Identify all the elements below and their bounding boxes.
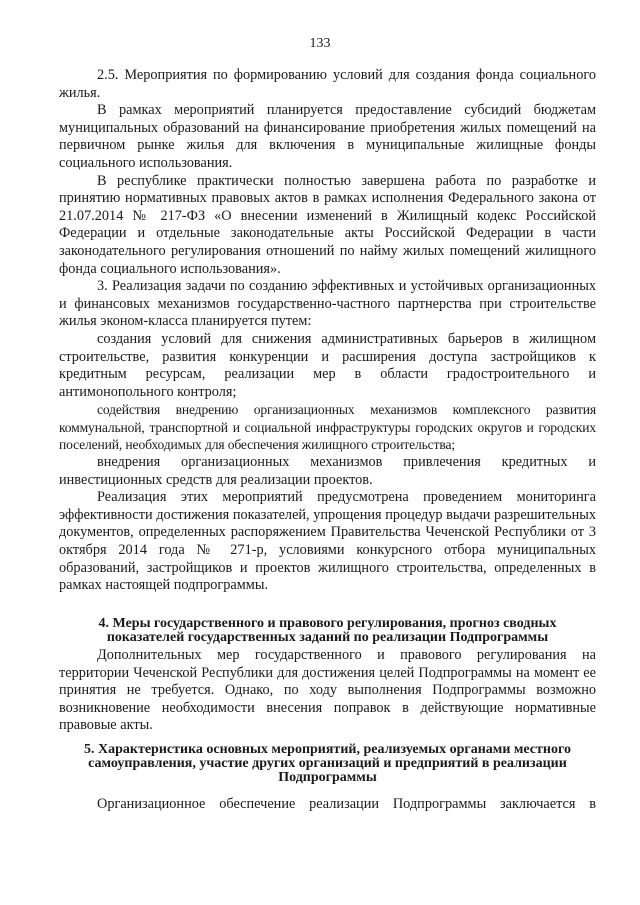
paragraph-task-3: 3. Реализация задачи по созданию эффективных и устойчивых организационных и финансовых механизмов государственно-частного партнерства при строительстве жилья эконом-класса планируется путем: [59, 278, 596, 330]
paragraph-organizational-support: Организационное обеспечение реализации Подпрограммы заключается в [97, 796, 596, 812]
paragraph-subsidies: В рамках мероприятий планируется предоставление субсидий бюджетам муниципальных образований на финансирование приобретения жилых помещений на первичном рынке жилья для включения в муниципальные жилищные фонды социального использования. [59, 102, 596, 171]
section-4-heading-line-2: показателей государственных заданий по реализации Подпрограммы [106, 630, 549, 645]
paragraph-additional-measures: Дополнительных мер государственного и правового регулирования на территории Чеченской Республики для достижения целей Подпрограммы на момент ее принятия не требуется. Однако, по ходу выполнения Подпрограммы возможно возникновение необходимости внесения поправок в действующие нормативные правовые акты. [59, 647, 596, 734]
section-4-heading-line-1: 4. Меры государственного и правового регулирования, прогноз сводных [98, 616, 557, 631]
paragraph-normative-acts: В республике практически полностью завершена работа по разработке и принятию нормативных правовых актов в рамках исполнения Федерального закона от 21.07.2014 № 217-ФЗ «О внесении изменений в Жилищный кодекс Российской Федерации и отдельные законодательные акты Российской Федерации в части законодательного регулирования отношений по найму жилых помещений жилищного фонда социального использования». [59, 172, 596, 277]
body-block-3 [59, 796, 596, 814]
body-block-1 [59, 67, 596, 595]
page-number: 133 [309, 36, 331, 51]
paragraph-2-5: 2.5. Мероприятия по формированию условий для создания фонда социального жилья. [59, 67, 596, 101]
section-5-heading-line-3: Подпрограммы [278, 770, 377, 785]
paragraph-infrastructure: содействия внедрению организационных механизмов комплексного развития коммунальной, транспортной и социальной инфраструктуры городских округов и городских поселений, необходимых для обеспечения жилищного строительства; [59, 402, 596, 453]
body-block-2 [59, 647, 596, 735]
paragraph-credit-mechanisms: внедрения организационных механизмов привлечения кредитных и инвестиционных средств для реализации проектов. [59, 454, 596, 488]
section-5-heading [59, 743, 596, 785]
section-4-heading [59, 617, 596, 645]
section-5-heading-line-2: самоуправления, участие других организаций и предприятий в реализации [88, 756, 567, 771]
paragraph-monitoring: Реализация этих мероприятий предусмотрена проведением мониторинга эффективности достижения показателей, упрощения процедур выдачи разрешительных документов, определенных распоряжением Правительства Чеченской Республики от 3 октября 2014 года № 271-р, условиями конкурсного отбора муниципальных образований, застройщиков и проектов жилищного строительства, определенных в рамках настоящей подпрограммы. [59, 489, 596, 594]
paragraph-admin-barriers: создания условий для снижения административных барьеров в жилищном строительстве, развития конкуренции и расширения доступа застройщиков к кредитным ресурсам, реализации мер в области градостроительного и антимонопольного контроля; [59, 330, 596, 400]
section-5-heading-line-1: 5. Характеристика основных мероприятий, реализуемых органами местного [84, 742, 571, 757]
